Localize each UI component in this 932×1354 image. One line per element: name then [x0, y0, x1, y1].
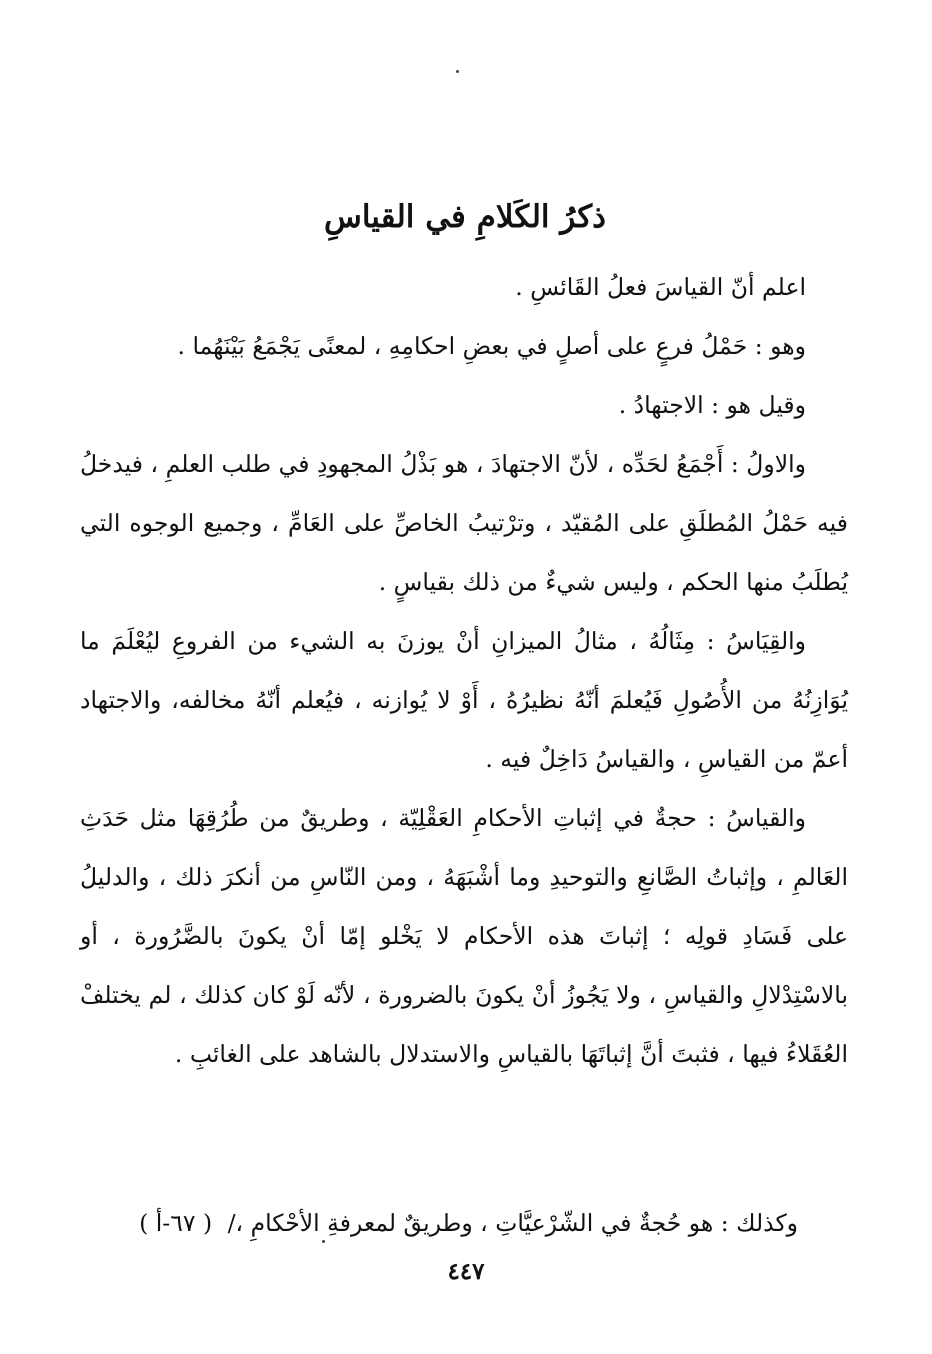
manuscript-folio-reference: ( ٦٧-أ ): [139, 1209, 213, 1237]
paragraph: والاولُ : أَجْمَعُ لحَدِّه ، لأنّ الاجتهادَ ، هو بَذْلُ المجهودِ في طلب العلمِ ، فيدخلُ فيه حَمْلُ المُطلَقِ على المُقيّد ، وترْتيبُ الخاصِّ على العَامِّ ، وجميع الوجوه التي يُطلَبُ منها الحكم ، وليس شيءٌ من ذلك بقياسٍ .: [80, 450, 848, 596]
paragraph: والقِيَاسُ : مِثَالُهُ ، مثالُ الميزانِ أنْ يوزنَ به الشيء من الفروعِ ليُعْلَمَ ما يُوَازِنُهُ من الأُصُولِ فَيُعلمَ أنّهُ نظيرُهُ ، أَوْ لا يُوازنه ، فيُعلم أنّهُ مخالفه، والاجتهاد أعمّ من القياسِ ، والقياسُ دَاخِلٌ فيه .: [80, 627, 848, 773]
paragraph: اعلم أنّ القياسَ فعلُ القَائسِ .: [515, 273, 806, 301]
paragraph: وهو : حَمْلُ فرعٍ على أصلٍ في بعضِ احكامِهِ ، لمعنًى يَجْمَعُ بَيْنَهُما .: [177, 332, 806, 360]
page-speck: [322, 1240, 325, 1243]
page-number: ٤٤٧: [447, 1258, 485, 1285]
chapter-title: ذكرُ الكَلامِ في القياسِ: [324, 199, 606, 235]
body-text: [80, 258, 848, 1084]
page-speck: [456, 70, 459, 73]
paragraph: والقياسُ : حجةٌ في إثباتِ الأحكامِ العَقْلِيّة ، وطريقٌ من طُرُقِهَا مثل حَدَثِ العَالمِ ، وإثباتُ الصَّانعِ والتوحيدِ وما أشْبَهَهُ ، ومن النّاسِ من أنكرَ ذلك ، والدليلُ على فَسَادِ قولِه ؛ إثباتَ هذه الأحكام لا يَخْلو إمّا أنْ يكونَ بالضَّرُورة ، أو بالاسْتِدْلالِ والقياسِ ، ولا يَجُوزُ أنْ يكونَ بالضرورة ، لأنّه لَوْ كان كذلك ، لم يختلفْ العُقَلاءُ فيها ، فثبتَ أنَّ إثباتَهَا بالقياسِ والاستدلال بالشاهد على الغائبِ .: [80, 804, 848, 1068]
last-paragraph-line: [8, 1198, 798, 1248]
paragraph: وقيل هو : الاجتهادُ .: [618, 391, 806, 419]
last-paragraph-text: وكذلك : هو حُجةٌ في الشّرْعيَّاتِ ، وطريقٌ لمعرفةِ الأحْكامِ ،/: [227, 1209, 798, 1237]
